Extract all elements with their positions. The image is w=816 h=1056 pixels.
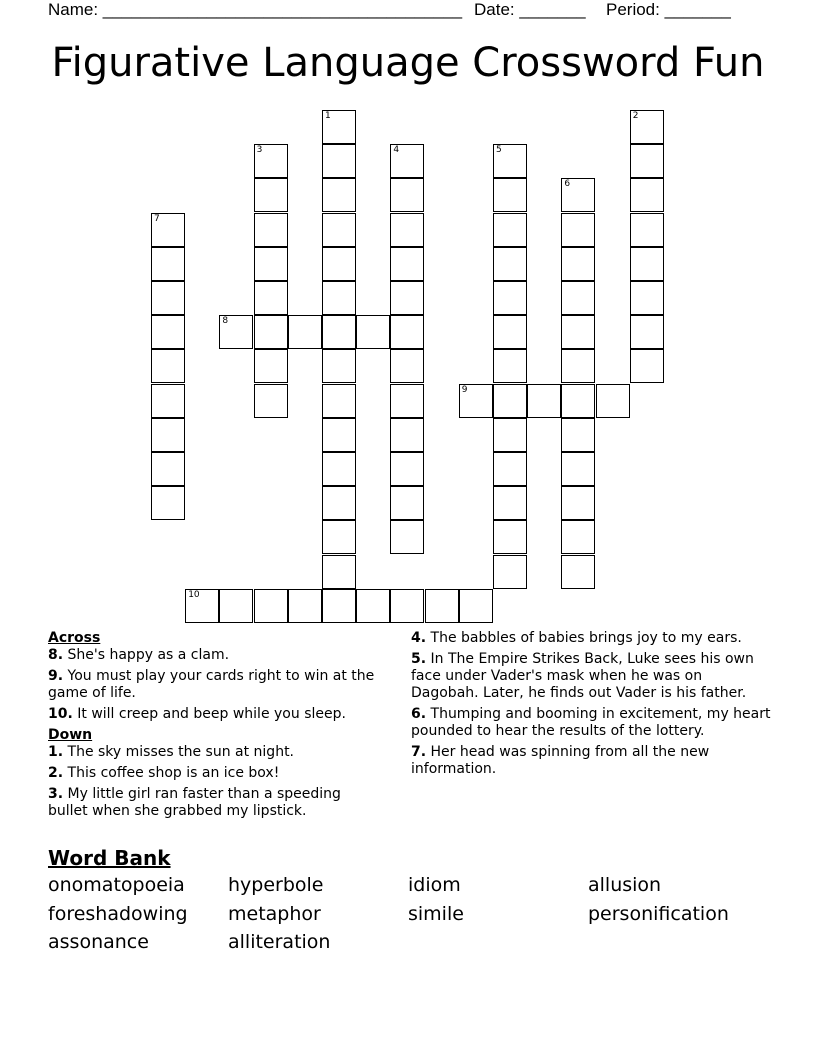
- word-bank-word: foreshadowing: [48, 903, 188, 925]
- clue-item: [48, 647, 378, 664]
- clue-item-number: 6.: [411, 706, 427, 722]
- clue-item: [48, 765, 378, 782]
- crossword-cell[interactable]: [322, 384, 356, 418]
- crossword-cell[interactable]: [254, 315, 288, 349]
- crossword-cell[interactable]: [322, 315, 356, 349]
- crossword-cell[interactable]: [561, 452, 595, 486]
- clue-item-number: 7.: [411, 744, 427, 760]
- crossword-cell[interactable]: [630, 144, 664, 178]
- clue-number: 2: [632, 111, 639, 121]
- crossword-cell[interactable]: [561, 349, 595, 383]
- clue-number: 8: [222, 316, 229, 327]
- crossword-cell[interactable]: [151, 486, 185, 520]
- clue-number: 3: [256, 145, 263, 156]
- crossword-cell[interactable]: [322, 555, 356, 589]
- clue-number: 1: [325, 111, 331, 121]
- clue-item-text: The sky misses the sun at night.: [63, 744, 295, 760]
- crossword-cell[interactable]: [356, 315, 390, 349]
- crossword-cell[interactable]: [390, 213, 424, 247]
- crossword-cell[interactable]: [151, 418, 185, 452]
- crossword-cell[interactable]: [185, 589, 219, 623]
- down-clue-list-continued: [411, 630, 771, 778]
- crossword-cell[interactable]: [390, 486, 424, 520]
- crossword-cell[interactable]: [390, 178, 424, 212]
- crossword-cell[interactable]: [493, 349, 527, 383]
- crossword-cell[interactable]: [390, 281, 424, 315]
- crossword-cell[interactable]: [390, 247, 424, 281]
- clue-item-number: 1.: [48, 744, 64, 760]
- crossword-cell[interactable]: [390, 520, 424, 554]
- clue-number: 6: [564, 179, 571, 190]
- crossword-cell[interactable]: [151, 452, 185, 486]
- crossword-cell[interactable]: [390, 418, 424, 452]
- crossword-cell[interactable]: [493, 384, 527, 418]
- crossword-cell[interactable]: [322, 452, 356, 486]
- word-bank-title: Word Bank: [48, 846, 171, 870]
- crossword-cell[interactable]: [219, 589, 253, 623]
- word-bank-word: onomatopoeia: [48, 874, 185, 896]
- clue-item-number: 2.: [48, 765, 64, 781]
- crossword-cell[interactable]: [254, 247, 288, 281]
- down-heading: Down: [48, 727, 93, 743]
- crossword-cell[interactable]: [630, 247, 664, 281]
- word-bank-word: alliteration: [228, 931, 331, 953]
- clue-item-number: 9.: [48, 668, 64, 684]
- crossword-cell[interactable]: [493, 247, 527, 281]
- crossword-cell[interactable]: [561, 178, 595, 212]
- crossword-cell[interactable]: [254, 178, 288, 212]
- crossword-cell[interactable]: [561, 247, 595, 281]
- crossword-cell[interactable]: [322, 247, 356, 281]
- crossword-cell[interactable]: [493, 281, 527, 315]
- clue-item: [411, 744, 771, 778]
- clue-item-text: The babbles of babies brings joy to my ears.: [426, 630, 742, 646]
- crossword-cell[interactable]: [561, 418, 595, 452]
- clue-item-number: 5.: [411, 651, 427, 667]
- clue-item-text: This coffee shop is an ice box!: [63, 765, 280, 781]
- crossword-cell[interactable]: [390, 589, 424, 623]
- crossword-cell[interactable]: [254, 589, 288, 623]
- clues-left-column: [48, 630, 378, 824]
- crossword-cell[interactable]: [493, 520, 527, 554]
- crossword-cell[interactable]: [493, 555, 527, 589]
- name-field-label: Name: ______________________________________: [48, 0, 463, 19]
- across-clue-list: [48, 647, 378, 723]
- clue-item-number: 3.: [48, 786, 64, 802]
- crossword-cell[interactable]: [390, 144, 424, 178]
- crossword-cell[interactable]: [561, 315, 595, 349]
- crossword-cell[interactable]: [356, 589, 390, 623]
- crossword-cell[interactable]: [527, 384, 561, 418]
- crossword-cell[interactable]: [493, 418, 527, 452]
- crossword-cell[interactable]: [630, 349, 664, 383]
- crossword-cell[interactable]: [493, 315, 527, 349]
- clue-item-text: She's happy as a clam.: [63, 647, 230, 663]
- crossword-cell[interactable]: [596, 384, 630, 418]
- crossword-cell[interactable]: [493, 452, 527, 486]
- crossword-cell[interactable]: [151, 247, 185, 281]
- clue-item-text: Her head was spinning from all the new information.: [411, 744, 710, 777]
- crossword-cell[interactable]: [459, 384, 493, 418]
- crossword-cell[interactable]: [322, 178, 356, 212]
- crossword-cell[interactable]: [630, 281, 664, 315]
- crossword-cell[interactable]: [322, 486, 356, 520]
- crossword-cell[interactable]: [219, 315, 253, 349]
- crossword-cell[interactable]: [288, 589, 322, 623]
- crossword-cell[interactable]: [630, 213, 664, 247]
- crossword-cell[interactable]: [425, 589, 459, 623]
- clue-item: [48, 786, 378, 820]
- crossword-cell[interactable]: [561, 486, 595, 520]
- crossword-cell[interactable]: [493, 486, 527, 520]
- crossword-cell[interactable]: [151, 281, 185, 315]
- crossword-cell[interactable]: [254, 384, 288, 418]
- crossword-cell[interactable]: [151, 213, 185, 247]
- crossword-cell[interactable]: [390, 452, 424, 486]
- crossword-cell[interactable]: [322, 589, 356, 623]
- crossword-cell[interactable]: [630, 110, 664, 144]
- crossword-cell[interactable]: [151, 384, 185, 418]
- word-bank-word: idiom: [408, 874, 461, 896]
- crossword-cell[interactable]: [561, 520, 595, 554]
- word-bank-word: hyperbole: [228, 874, 324, 896]
- clue-number: 7: [154, 213, 160, 224]
- crossword-cell[interactable]: [493, 144, 527, 178]
- word-bank-word: allusion: [588, 874, 662, 896]
- clue-number: 4: [393, 145, 400, 156]
- clue-item-number: 8.: [48, 647, 64, 663]
- clue-item: [48, 706, 378, 723]
- clue-number: 9: [461, 384, 468, 395]
- crossword-cell[interactable]: [322, 213, 356, 247]
- crossword-cell[interactable]: [254, 144, 288, 178]
- crossword-cell[interactable]: [493, 178, 527, 212]
- crossword-cell[interactable]: [322, 281, 356, 315]
- crossword-cell[interactable]: [390, 384, 424, 418]
- crossword-cell[interactable]: [322, 520, 356, 554]
- crossword-cell[interactable]: [630, 178, 664, 212]
- crossword-cell[interactable]: [390, 349, 424, 383]
- clue-item-number: 10.: [48, 706, 73, 722]
- clue-item: [411, 630, 771, 647]
- clues-right-column: [411, 630, 771, 782]
- clue-item-text: It will creep and beep while you sleep.: [72, 706, 346, 722]
- crossword-cell[interactable]: [254, 349, 288, 383]
- crossword-cell[interactable]: [390, 315, 424, 349]
- crossword-cell[interactable]: [459, 589, 493, 623]
- crossword-cell[interactable]: [561, 384, 595, 418]
- clue-item-text: In The Empire Strikes Back, Luke sees his own face under Vader's mask when he was on Dagobah. Later, he finds out Vader is his father.: [411, 651, 754, 701]
- crossword-cell[interactable]: [322, 349, 356, 383]
- clue-item-text: Thumping and booming in excitement, my heart pounded to hear the results of the lottery.: [411, 706, 771, 739]
- crossword-cell[interactable]: [288, 315, 322, 349]
- clue-item: [48, 744, 378, 761]
- crossword-cell[interactable]: [561, 555, 595, 589]
- clue-item: [48, 668, 378, 702]
- across-heading: Across: [48, 630, 101, 646]
- crossword-cell[interactable]: [322, 144, 356, 178]
- clue-number: 5: [496, 145, 502, 156]
- crossword-cell[interactable]: [254, 213, 288, 247]
- crossword-cell[interactable]: [493, 213, 527, 247]
- clue-item: [411, 706, 771, 740]
- word-bank-word: simile: [408, 903, 464, 925]
- crossword-cell[interactable]: [561, 213, 595, 247]
- down-clue-list: [48, 744, 378, 820]
- clue-item-text: My little girl ran faster than a speeding bullet when she grabbed my lipstick.: [48, 786, 341, 819]
- crossword-cell[interactable]: [322, 418, 356, 452]
- crossword-cell[interactable]: [561, 281, 595, 315]
- crossword-cell[interactable]: [254, 281, 288, 315]
- crossword-cell[interactable]: [322, 110, 356, 144]
- date-field-label: Date: _______: [474, 0, 586, 19]
- crossword-cell[interactable]: [630, 315, 664, 349]
- page-title: Figurative Language Crossword Fun: [51, 40, 765, 86]
- crossword-cell[interactable]: [151, 349, 185, 383]
- crossword-cell[interactable]: [151, 315, 185, 349]
- clue-item-text: You must play your cards right to win at the game of life.: [48, 668, 375, 701]
- word-bank-word: assonance: [48, 931, 149, 953]
- clue-number: 10: [188, 589, 200, 600]
- word-bank-word: personification: [588, 903, 729, 925]
- clue-item: [411, 651, 771, 702]
- word-bank-word: metaphor: [228, 903, 321, 925]
- clue-item-number: 4.: [411, 630, 427, 646]
- period-field-label: Period: _______: [606, 0, 731, 19]
